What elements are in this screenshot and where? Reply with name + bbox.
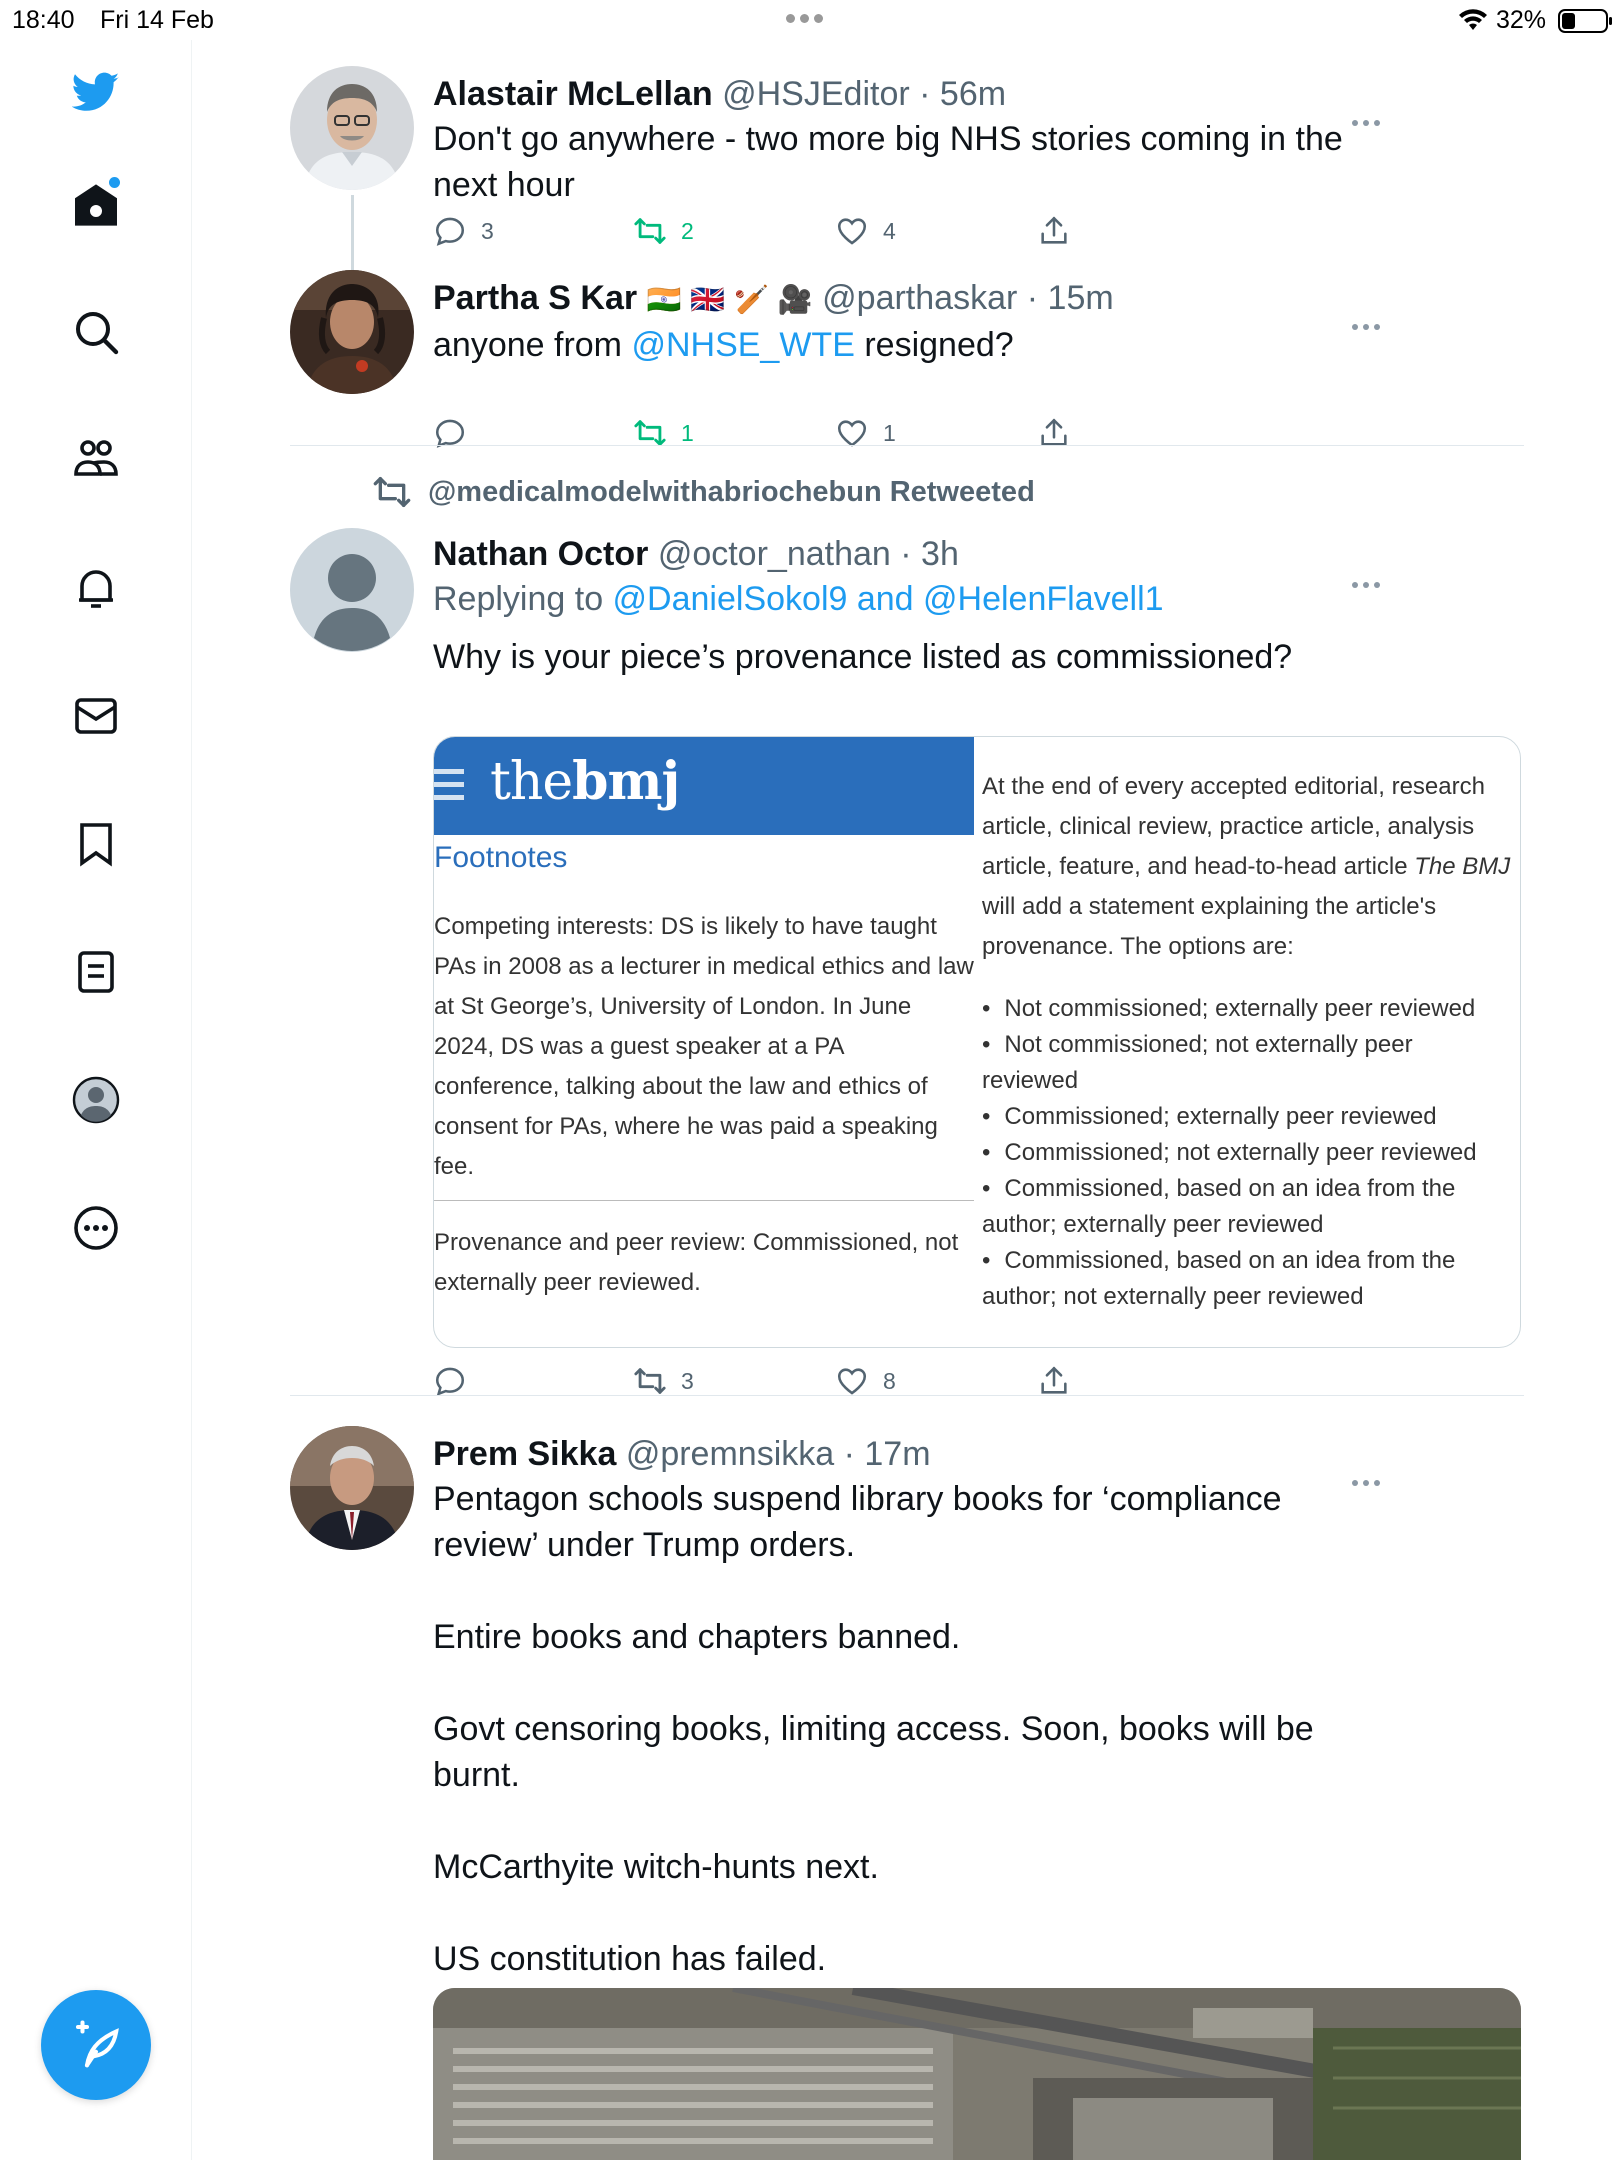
avatar[interactable] xyxy=(290,528,414,652)
bmj-option: • Commissioned, based on an idea from the author; not externally peer reviewed xyxy=(982,1243,1512,1315)
bmj-screenshot-right xyxy=(982,767,1512,1315)
tweet-time[interactable]: · 15m xyxy=(1026,279,1114,317)
tweet-paragraph: Entire books and chapters banned. xyxy=(433,1618,961,1656)
tweet-divider xyxy=(290,1395,1524,1396)
more-icon[interactable] xyxy=(66,1198,126,1258)
tweet[interactable] xyxy=(290,528,1511,1448)
retweet-context[interactable] xyxy=(372,472,1035,512)
author-handle[interactable]: @premnsikka xyxy=(625,1435,835,1473)
retweet-icon xyxy=(633,1364,667,1398)
tweet-photo-aerial[interactable] xyxy=(433,1988,1521,2160)
share-button[interactable] xyxy=(1037,1364,1071,1398)
author-emoji-flags: 🇮🇳 🇬🇧 🏏 🎥 xyxy=(646,283,813,316)
tweet-image-card[interactable] xyxy=(433,736,1521,1348)
retweeted-by-label: @medicalmodelwithabriochebun Retweeted xyxy=(428,475,1035,508)
author-name[interactable]: Partha S Kar xyxy=(433,279,638,317)
twitter-logo-icon[interactable] xyxy=(66,62,126,122)
bmj-divider xyxy=(434,1200,974,1201)
battery-icon xyxy=(1558,9,1608,33)
retweet-button[interactable] xyxy=(633,1364,694,1398)
replying-to xyxy=(433,576,1383,622)
mention-link[interactable]: @NHSE_WTE xyxy=(631,326,855,364)
bmj-screenshot-left xyxy=(434,737,974,1348)
compose-tweet-button[interactable] xyxy=(41,1990,151,2100)
tweet-actions xyxy=(433,416,1073,456)
tweet-text: Why is your piece’s provenance listed as commissioned? xyxy=(433,638,1293,676)
bmj-provenance-intro: At the end of every accepted editorial, research article, clinical review, practice article, analysis article, feature, and head-to-head article The BMJ will add a statement explaining the article's provenance. The options are: xyxy=(982,773,1511,960)
tweet-actions xyxy=(433,1364,1073,1404)
more-options-icon[interactable] xyxy=(1352,582,1380,588)
status-time: 18:40 xyxy=(12,6,75,34)
retweet-count: 3 xyxy=(681,1367,694,1394)
messages-icon[interactable] xyxy=(66,686,126,746)
more-options-icon[interactable] xyxy=(1352,120,1380,126)
battery-percent: 32% xyxy=(1496,6,1547,34)
search-icon[interactable] xyxy=(66,302,126,362)
lists-icon[interactable] xyxy=(66,942,126,1002)
more-options-icon[interactable] xyxy=(1352,1480,1380,1486)
bmj-option: • Not commissioned; externally peer reviewed xyxy=(982,991,1512,1027)
tweet-actions xyxy=(433,214,1073,254)
heart-icon xyxy=(835,1364,869,1398)
bmj-footnotes-heading: Footnotes xyxy=(434,841,568,874)
tweet-paragraph: US constitution has failed. xyxy=(433,1940,827,1978)
like-count: 1 xyxy=(883,419,896,446)
bmj-provenance-options xyxy=(982,991,1512,1315)
tweet[interactable] xyxy=(290,66,1382,256)
reply-icon xyxy=(433,1364,467,1398)
retweet-icon xyxy=(633,214,667,248)
tweet-text: Don't go anywhere - two more big NHS stories coming in the next hour xyxy=(433,120,1343,204)
wifi-icon xyxy=(1458,6,1488,32)
profile-icon[interactable] xyxy=(66,1070,126,1130)
bmj-option: • Not commissioned; not externally peer reviewed xyxy=(982,1027,1512,1099)
author-name[interactable]: Alastair McLellan xyxy=(433,75,713,113)
tweet-time[interactable]: · 3h xyxy=(900,535,959,573)
tweet-header xyxy=(433,74,1383,114)
notifications-icon[interactable] xyxy=(66,558,126,618)
compose-tweet-icon xyxy=(69,2018,123,2072)
like-count: 4 xyxy=(883,217,896,244)
like-count: 8 xyxy=(883,1367,896,1394)
replying-to-label: Replying to xyxy=(433,580,613,618)
tweet-text-after: resigned? xyxy=(854,326,1014,364)
like-button[interactable] xyxy=(835,1364,896,1398)
more-options-icon[interactable] xyxy=(1352,324,1380,330)
reply-count: 3 xyxy=(481,217,494,244)
retweet-count: 2 xyxy=(681,217,694,244)
author-handle[interactable]: @octor_nathan xyxy=(657,535,891,573)
bmj-logo: thebmj xyxy=(490,751,680,812)
tweet-text xyxy=(433,1476,1383,1982)
bmj-option: • Commissioned; externally peer reviewed xyxy=(982,1099,1512,1135)
tweet-paragraph: McCarthyite witch-hunts next. xyxy=(433,1848,879,1886)
reply-button[interactable] xyxy=(433,1364,481,1398)
tweet[interactable] xyxy=(290,1426,1382,2160)
tweet-text xyxy=(433,322,1383,368)
retweet-button[interactable] xyxy=(633,214,694,248)
author-handle[interactable]: @HSJEditor xyxy=(722,75,910,113)
tweet-header xyxy=(433,278,1383,320)
bmj-option: • Commissioned, based on an idea from the author; externally peer reviewed xyxy=(982,1171,1512,1243)
bookmarks-icon[interactable] xyxy=(66,814,126,874)
avatar[interactable] xyxy=(290,1426,414,1550)
tweet-paragraph: Govt censoring books, limiting access. Soon, books will be burnt. xyxy=(433,1710,1314,1794)
multitasking-dots-icon[interactable] xyxy=(786,14,823,23)
retweet-icon xyxy=(372,472,412,512)
status-date: Fri 14 Feb xyxy=(100,6,214,34)
avatar[interactable] xyxy=(290,270,414,394)
retweet-count: 1 xyxy=(681,419,694,446)
like-button[interactable] xyxy=(835,214,896,248)
tweet-divider xyxy=(290,445,1524,446)
hamburger-menu-icon xyxy=(434,769,464,801)
reply-icon xyxy=(433,214,467,248)
tweet-paragraph: Pentagon schools suspend library books for ‘compliance review’ under Trump orders. xyxy=(433,1480,1282,1564)
reply-button[interactable] xyxy=(433,214,494,248)
share-icon xyxy=(1037,1364,1071,1398)
status-bar xyxy=(0,0,1620,40)
tweet-header xyxy=(433,534,1383,574)
home-icon[interactable] xyxy=(66,175,126,235)
author-handle[interactable]: @parthaskar xyxy=(822,279,1018,317)
tweet[interactable] xyxy=(290,270,1382,460)
tweet-text-before: anyone from xyxy=(433,326,632,364)
replying-to-users[interactable]: @DanielSokol9 and @HelenFlavell1 xyxy=(612,580,1164,618)
tweet-time[interactable]: · 56m xyxy=(919,75,1007,113)
author-name[interactable]: Prem Sikka xyxy=(433,1435,617,1473)
tweet-header xyxy=(433,1434,1383,1474)
share-icon xyxy=(1037,214,1071,248)
communities-icon[interactable] xyxy=(66,430,126,490)
share-button[interactable] xyxy=(1037,214,1071,248)
avatar[interactable] xyxy=(290,66,414,190)
home-notification-dot xyxy=(109,177,120,188)
bmj-header-bar xyxy=(434,737,974,835)
heart-icon xyxy=(835,214,869,248)
author-name[interactable]: Nathan Octor xyxy=(433,535,649,573)
bmj-competing-interests: Competing interests: DS is likely to have taught PAs in 2008 as a lecturer in medical ethics and law at St George’s, University of London. In June 2024, DS was a guest speaker at a PA conference, talking about the law and ethics of consent for PAs, where he was paid a speaking fee. xyxy=(434,913,974,1180)
sidebar xyxy=(0,40,192,2160)
tweet-time[interactable]: · 17m xyxy=(843,1435,931,1473)
bmj-provenance: Provenance and peer review: Commissioned, not externally peer reviewed. xyxy=(434,1229,959,1296)
bmj-option: • Commissioned; not externally peer reviewed xyxy=(982,1135,1512,1171)
